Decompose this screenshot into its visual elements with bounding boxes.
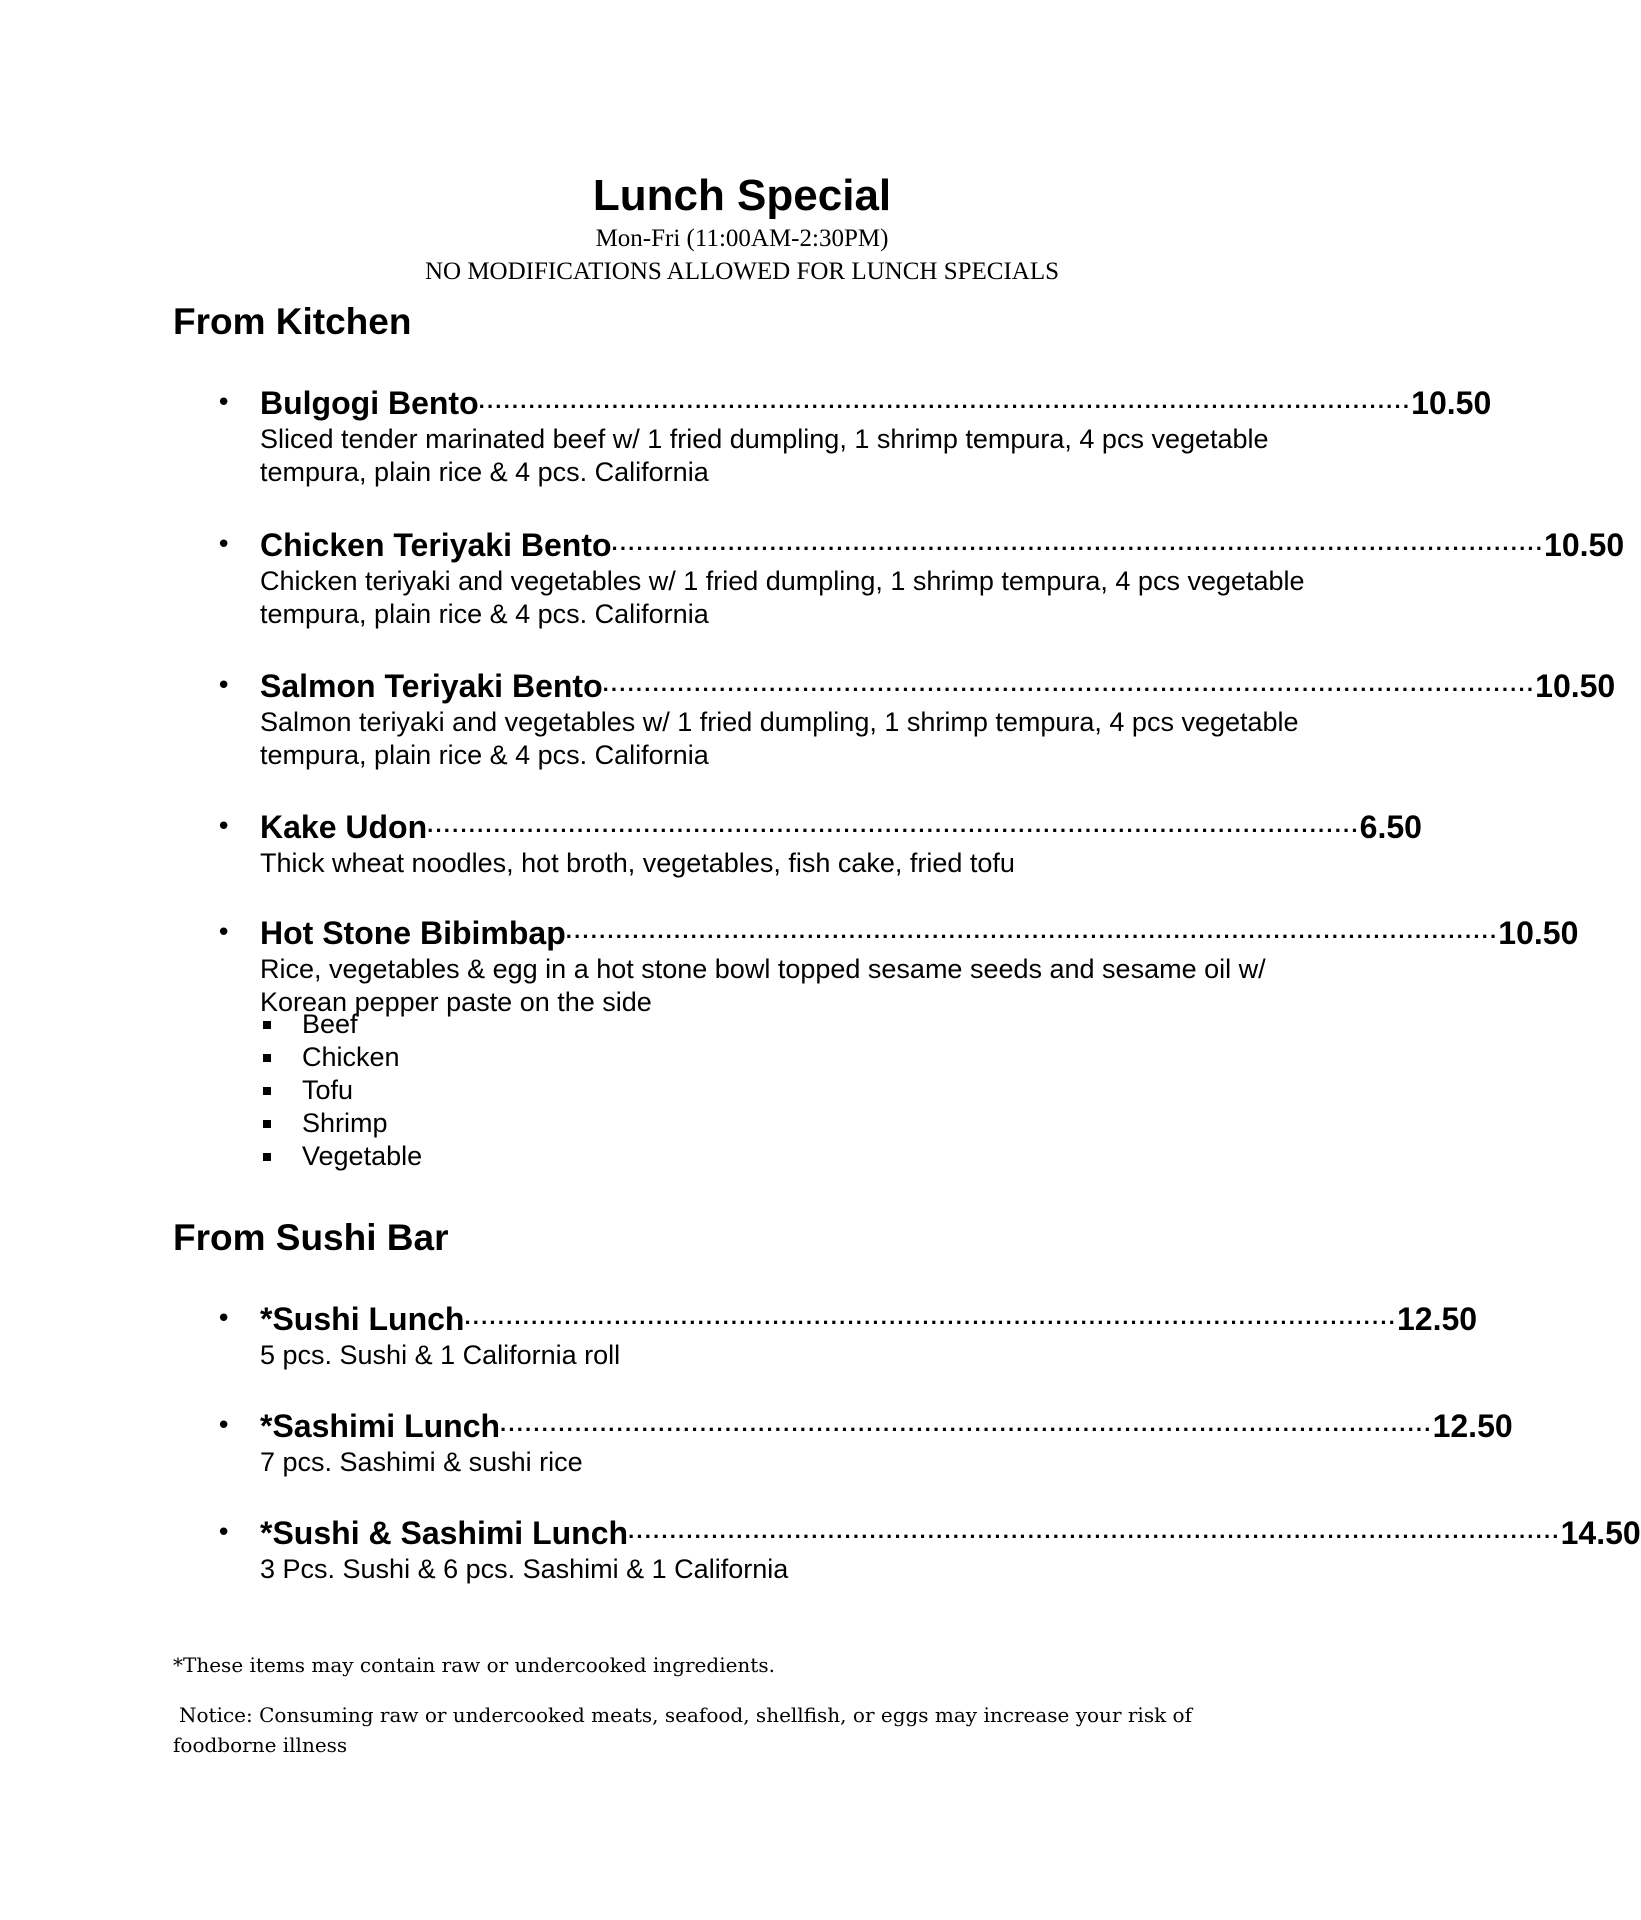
health-notice: Notice: Consuming raw or undercooked meats, seafood, shellfish, or eggs may increase your risk of foodborne illness [173,1703,1192,1757]
menu-item-price: 6.50 [1359,809,1422,845]
raw-ingredients-note: *These items may contain raw or undercooked ingredients. [173,1653,775,1677]
menu-item-price: 12.50 [1432,1408,1513,1444]
bullet-icon: • [216,1518,232,1548]
leader-dots: ················································································································ [500,1417,1433,1442]
leader-dots: ················································································································ [478,394,1412,419]
bullet-icon: • [216,671,232,701]
bullet-icon: • [216,918,232,948]
square-bullet-icon [263,1120,271,1128]
menu-item-name: *Sushi & Sashimi Lunch [260,1515,629,1551]
leader-dots: ················································································································ [565,924,1499,949]
menu-item-price: 14.50 [1560,1515,1641,1551]
section-heading-kitchen: From Kitchen [173,301,412,342]
bullet-icon: • [216,530,232,560]
menu-item-description: 3 Pcs. Sushi & 6 pcs. Sashimi & 1 California [260,1554,789,1584]
menu-item-name: Hot Stone Bibimbap [260,915,566,951]
menu-item-name: Bulgogi Bento [260,385,479,421]
page-title: Lunch Special [592,171,892,220]
menu-item-description: Salmon teriyaki and vegetables w/ 1 fried dumpling, 1 shrimp tempura, 4 pcs vegetable tempura, plain rice & 4 pcs. California [260,707,1299,770]
square-bullet-icon [263,1153,271,1161]
menu-item-description: Sliced tender marinated beef w/ 1 fried dumpling, 1 shrimp tempura, 4 pcs vegetable tempura, plain rice & 4 pcs. California [260,424,1269,487]
menu-item-line [260,1301,1478,1341]
square-bullet-icon [263,1087,271,1095]
menu-item-line [260,809,1422,849]
bullet-icon: • [216,1411,232,1441]
menu-item-name: Salmon Teriyaki Bento [260,668,603,704]
bullet-icon: • [216,812,232,842]
menu-item-price: 10.50 [1544,527,1625,563]
option-item: Beef [260,1008,422,1041]
menu-item-name: *Sashimi Lunch [260,1408,501,1444]
square-bullet-icon [263,1054,271,1062]
leader-dots: ················································································································ [464,1310,1397,1335]
option-item: Vegetable [260,1140,422,1173]
leader-dots: ················································································································ [602,677,1536,702]
menu-item-description: 7 pcs. Sashimi & sushi rice [260,1447,583,1477]
policy-text: NO MODIFICATIONS ALLOWED FOR LUNCH SPECIALS [424,258,1060,285]
menu-item-name: Kake Udon [260,809,428,845]
bibimbap-options-list [260,1008,422,1173]
option-item: Shrimp [260,1107,422,1140]
hours-text: Mon-Fri (11:00AM-2:30PM) [595,225,889,252]
bullet-icon: • [216,1304,232,1334]
menu-item-description: Rice, vegetables & egg in a hot stone bowl topped sesame seeds and sesame oil w/ Korean pepper paste on the side [260,954,1266,1017]
menu-item-price: 10.50 [1498,915,1579,951]
option-item: Tofu [260,1074,422,1107]
menu-item-price: 10.50 [1411,385,1492,421]
menu-item-line [260,385,1492,425]
menu-item-line [260,915,1579,955]
menu-item-description: 5 pcs. Sushi & 1 California roll [260,1340,621,1370]
menu-item-description: Thick wheat noodles, hot broth, vegetables, fish cake, fried tofu [260,848,1015,878]
menu-item-line [260,527,1625,567]
leader-dots: ················································································································ [628,1524,1561,1549]
menu-item-name: *Sushi Lunch [260,1301,465,1337]
bullet-icon: • [216,388,232,418]
option-item: Chicken [260,1041,422,1074]
square-bullet-icon [263,1021,271,1029]
menu-item-line [260,668,1616,708]
menu-item-name: Chicken Teriyaki Bento [260,527,612,563]
menu-item-line [260,1515,1641,1555]
section-heading-sushi-bar: From Sushi Bar [173,1217,449,1258]
menu-item-price: 10.50 [1535,668,1616,704]
menu-item-description: Chicken teriyaki and vegetables w/ 1 fried dumpling, 1 shrimp tempura, 4 pcs vegetable tempura, plain rice & 4 pcs. California [260,566,1305,629]
leader-dots: ················································································································ [611,536,1545,561]
menu-item-line [260,1408,1513,1448]
menu-item-price: 12.50 [1396,1301,1478,1337]
leader-dots: ················································································································ [427,818,1360,843]
